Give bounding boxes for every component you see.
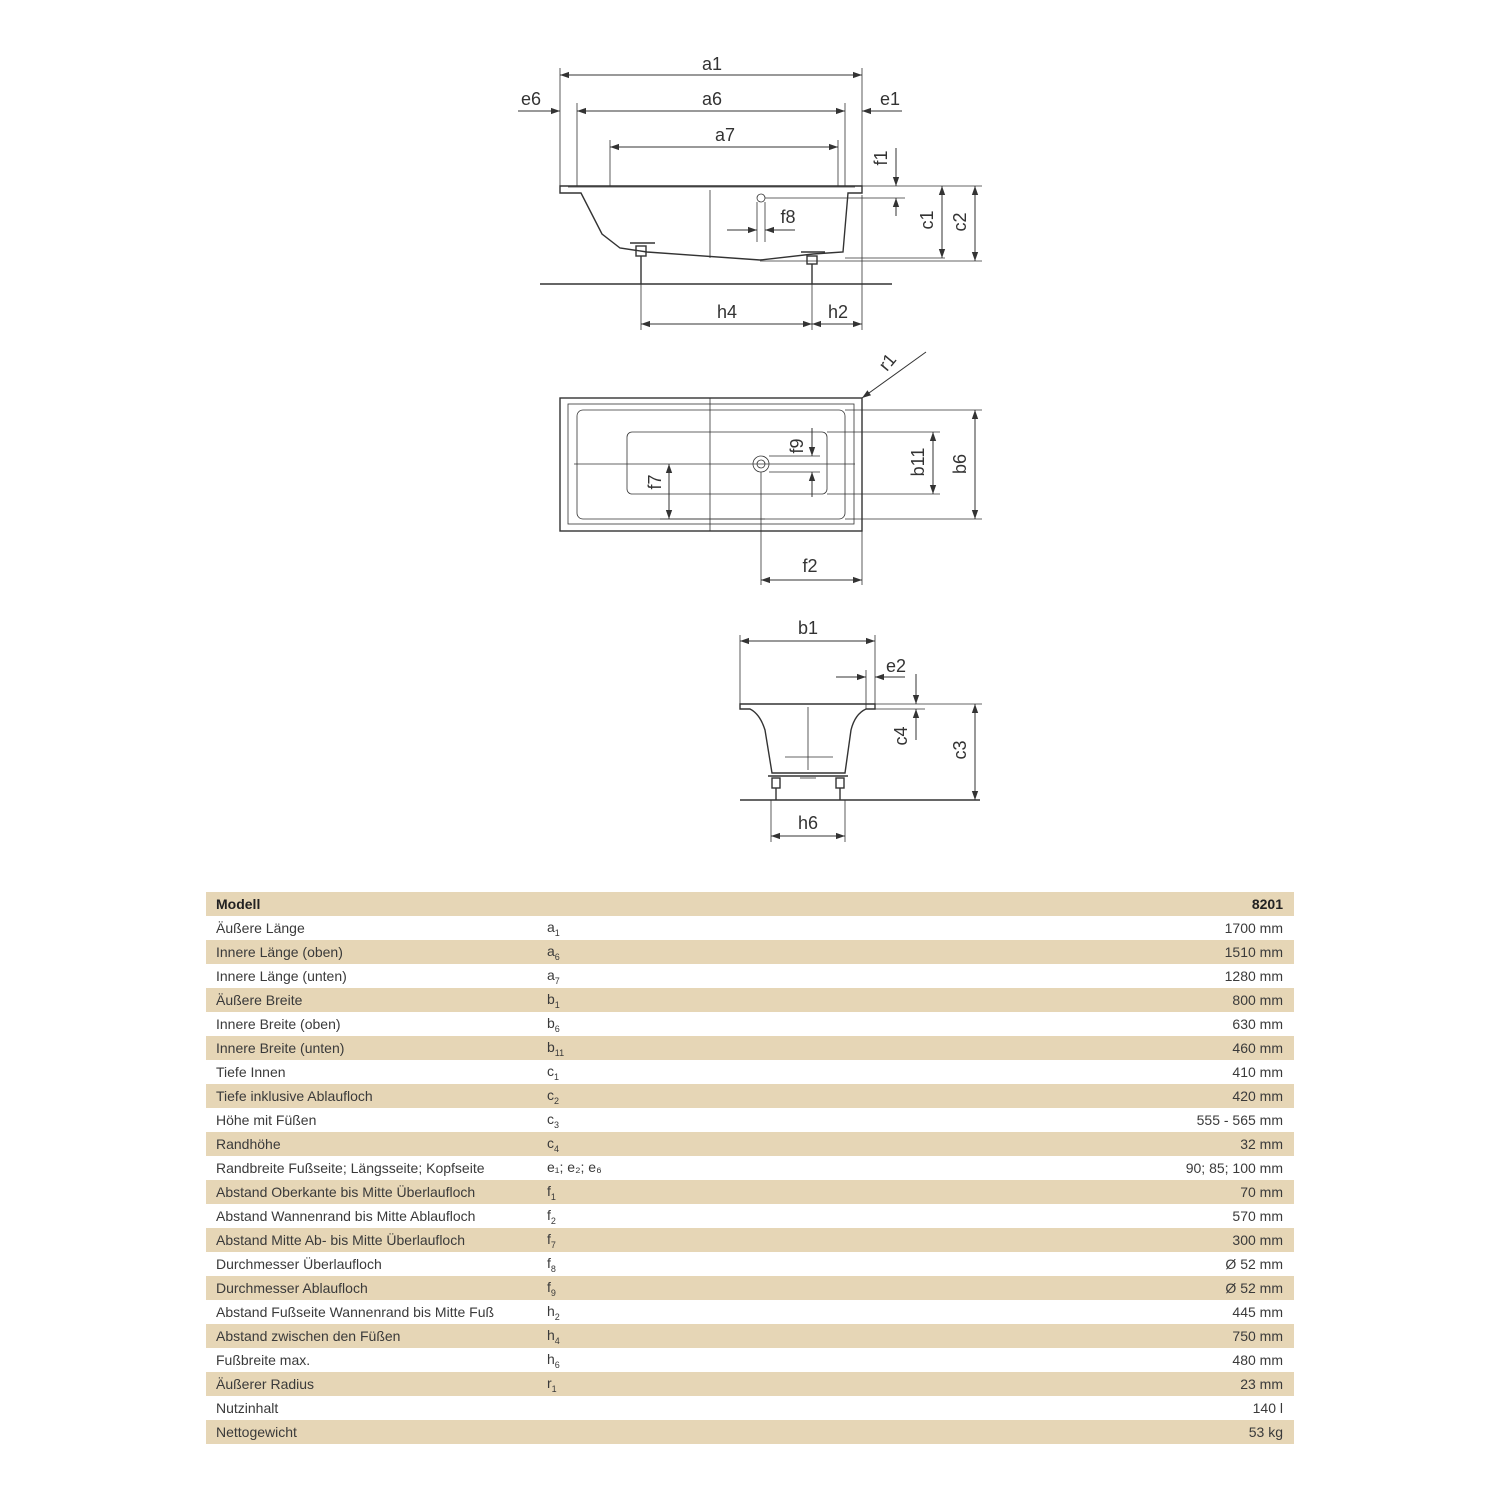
row-symbol	[547, 1351, 847, 1370]
symbol-letter: c	[547, 1062, 554, 1079]
row-symbol	[547, 1135, 847, 1154]
row-value: 480 mm	[1232, 1352, 1283, 1368]
table-row	[206, 916, 1294, 940]
symbol-subscript: 2	[554, 1311, 560, 1322]
symbol-subscript: 1	[550, 1191, 556, 1202]
symbol-letter: f	[547, 1182, 551, 1199]
symbol-letter: f	[547, 1254, 551, 1271]
row-value: 90; 85; 100 mm	[1185, 1160, 1283, 1176]
symbol-subscript: 6	[554, 1023, 560, 1034]
row-symbol	[547, 967, 847, 986]
row-label: Innere Breite (unten)	[216, 1040, 345, 1056]
row-symbol	[547, 1327, 847, 1346]
row-value: 1280 mm	[1224, 968, 1283, 984]
label-c4: c4	[891, 726, 911, 746]
row-symbol	[547, 1207, 847, 1226]
row-label: Äußere Breite	[216, 992, 303, 1008]
row-label: Nettogewicht	[216, 1424, 297, 1440]
table-row	[206, 1012, 1294, 1036]
row-value: 630 mm	[1232, 1016, 1283, 1032]
side-view	[518, 54, 982, 330]
row-value: 800 mm	[1232, 992, 1283, 1008]
label-f1: f1	[871, 150, 891, 166]
label-f9: f9	[787, 438, 807, 454]
row-value: 555 - 565 mm	[1196, 1112, 1283, 1128]
label-f2: f2	[802, 556, 818, 576]
symbol-subscript: 11	[554, 1047, 565, 1058]
symbol-letter: f	[547, 1206, 551, 1223]
row-label: Nutzinhalt	[216, 1400, 279, 1416]
table-row	[206, 964, 1294, 988]
symbol-subscript: 8	[550, 1263, 556, 1274]
row-symbol	[547, 1039, 847, 1058]
label-b1: b1	[797, 618, 819, 638]
header-label: Modell	[216, 896, 261, 912]
row-value: 53 kg	[1248, 1424, 1283, 1440]
table-header-row	[206, 892, 1294, 916]
symbol-letter: c	[547, 1086, 554, 1103]
row-symbol	[547, 1279, 847, 1298]
table-row	[206, 1060, 1294, 1084]
row-label: Äußere Länge	[216, 920, 305, 936]
row-value: 23 mm	[1240, 1376, 1283, 1392]
symbol-subscript: 1	[554, 927, 560, 938]
symbol-subscript: 4	[554, 1143, 560, 1154]
symbol-subscript: 7	[554, 975, 560, 986]
label-c3: c3	[950, 740, 970, 760]
row-symbol	[547, 1375, 847, 1394]
row-label: Randbreite Fußseite; Längsseite; Kopfseite	[216, 1160, 485, 1176]
table-row	[206, 1204, 1294, 1228]
row-value: 32 mm	[1240, 1136, 1283, 1152]
label-a6: a6	[701, 89, 723, 109]
table-row	[206, 1228, 1294, 1252]
row-value: Ø 52 mm	[1225, 1280, 1283, 1296]
row-symbol	[547, 1111, 847, 1130]
symbol-letter: a	[547, 942, 555, 959]
row-label: Abstand Mitte Ab- bis Mitte Überlaufloch	[216, 1232, 466, 1248]
symbol-letter: b	[547, 1014, 555, 1031]
row-label: Höhe mit Füßen	[216, 1112, 317, 1128]
table-row	[206, 1108, 1294, 1132]
label-a1: a1	[701, 54, 723, 74]
row-value: 460 mm	[1232, 1040, 1283, 1056]
symbol-letter: f	[547, 1278, 551, 1295]
symbol-letter: h	[547, 1326, 555, 1343]
symbol-letter: b	[547, 990, 555, 1007]
row-label: Durchmesser Ablaufloch	[216, 1280, 368, 1296]
symbol-subscript: 9	[550, 1287, 556, 1298]
symbol-subscript: 6	[554, 1359, 560, 1370]
label-e1: e1	[879, 89, 901, 109]
table-row	[206, 1348, 1294, 1372]
row-value: 420 mm	[1232, 1088, 1283, 1104]
row-value: 570 mm	[1232, 1208, 1283, 1224]
row-value: 410 mm	[1232, 1064, 1283, 1080]
row-value: 1700 mm	[1224, 920, 1283, 936]
row-value: 70 mm	[1240, 1184, 1283, 1200]
row-label: Abstand Fußseite Wannenrand bis Mitte Fuß	[216, 1304, 495, 1320]
symbol-subscript: 1	[551, 1383, 557, 1394]
label-e6: e6	[520, 89, 542, 109]
label-e2: e2	[885, 656, 907, 676]
symbol-subscript: 4	[554, 1335, 560, 1346]
row-label: Innere Länge (oben)	[216, 944, 343, 960]
row-label: Tiefe Innen	[216, 1064, 286, 1080]
symbol-letter: h	[547, 1350, 555, 1367]
symbol-subscript: 2	[554, 1095, 560, 1106]
label-h6: h6	[797, 813, 819, 833]
label-c2: c2	[950, 212, 970, 232]
table-row	[206, 1132, 1294, 1156]
symbol-subscript: 1	[554, 1071, 560, 1082]
label-r1: r1	[874, 349, 901, 375]
spec-table	[206, 892, 1294, 1444]
table-row	[206, 1300, 1294, 1324]
symbol-letter: c	[547, 1110, 554, 1127]
symbol-subscript: 6	[554, 951, 560, 962]
row-symbol	[547, 919, 847, 938]
row-value: Ø 52 mm	[1225, 1256, 1283, 1272]
label-a7: a7	[714, 125, 736, 145]
label-f7: f7	[645, 474, 665, 490]
symbol-letter: f	[547, 1230, 551, 1247]
symbol-subscript: 3	[554, 1119, 560, 1130]
table-row	[206, 1324, 1294, 1348]
table-row	[206, 988, 1294, 1012]
row-label: Fußbreite max.	[216, 1352, 311, 1368]
table-row	[206, 1036, 1294, 1060]
row-symbol	[547, 1159, 847, 1178]
table-row	[206, 1276, 1294, 1300]
row-value: 1510 mm	[1224, 944, 1283, 960]
table-rows	[206, 916, 1294, 1444]
symbol-letter: h	[547, 1302, 555, 1319]
table-row	[206, 1180, 1294, 1204]
symbol-subscript: 7	[550, 1239, 556, 1250]
row-value: 445 mm	[1232, 1304, 1283, 1320]
row-symbol	[547, 1303, 847, 1322]
row-symbol	[547, 1231, 847, 1250]
row-symbol	[547, 1087, 847, 1106]
row-symbol	[547, 943, 847, 962]
table-row	[206, 940, 1294, 964]
label-b6: b6	[950, 453, 970, 475]
row-symbol	[547, 1063, 847, 1082]
symbol-letter: a	[547, 966, 555, 983]
row-label: Innere Breite (oben)	[216, 1016, 341, 1032]
label-f8: f8	[780, 207, 796, 227]
label-c1: c1	[917, 210, 937, 230]
label-h2: h2	[827, 302, 849, 322]
row-value: 750 mm	[1232, 1328, 1283, 1344]
row-label: Tiefe inklusive Ablaufloch	[216, 1088, 373, 1104]
symbol-letter: b	[547, 1038, 555, 1055]
end-view	[740, 618, 982, 842]
symbol-subscript: 1	[554, 999, 560, 1010]
row-symbol	[547, 1015, 847, 1034]
row-label: Abstand zwischen den Füßen	[216, 1328, 401, 1344]
symbol-subscript: 2	[550, 1215, 556, 1226]
row-label: Durchmesser Überlaufloch	[216, 1256, 382, 1272]
table-row	[206, 1372, 1294, 1396]
row-label: Äußerer Radius	[216, 1376, 315, 1392]
symbol-letter: c	[547, 1134, 554, 1151]
table-row	[206, 1396, 1294, 1420]
row-value: 140 l	[1252, 1400, 1283, 1416]
row-value: 300 mm	[1232, 1232, 1283, 1248]
table-row	[206, 1252, 1294, 1276]
row-symbol	[547, 1255, 847, 1274]
symbol-letter: r	[547, 1374, 552, 1391]
label-b11: b11	[908, 447, 928, 477]
row-label: Randhöhe	[216, 1136, 281, 1152]
label-h4: h4	[716, 302, 738, 322]
symbol-letter: e₁; e₂; e₆	[547, 1158, 602, 1175]
row-label: Abstand Oberkante bis Mitte Überlaufloch	[216, 1184, 476, 1200]
row-label: Innere Länge (unten)	[216, 968, 347, 984]
table-row	[206, 1156, 1294, 1180]
row-symbol	[547, 1183, 847, 1202]
symbol-letter: a	[547, 918, 555, 935]
header-model: 8201	[1251, 896, 1283, 912]
table-row	[206, 1084, 1294, 1108]
row-label: Abstand Wannenrand bis Mitte Ablaufloch	[216, 1208, 476, 1224]
top-view	[560, 350, 982, 585]
table-row	[206, 1420, 1294, 1444]
row-symbol	[547, 991, 847, 1010]
